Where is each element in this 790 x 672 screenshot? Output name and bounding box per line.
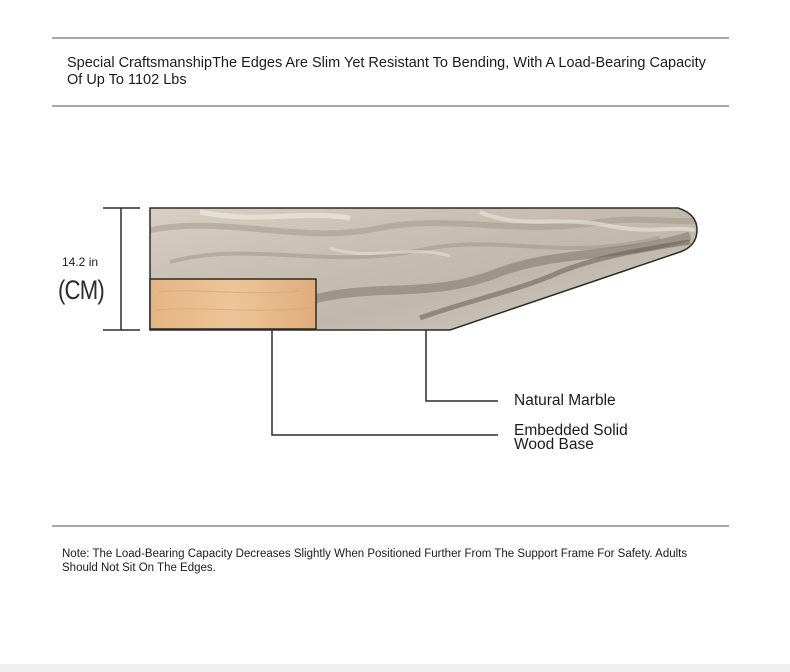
wood-base-label-line1: Embedded Solid xyxy=(514,422,628,439)
natural-marble-label: Natural Marble xyxy=(514,392,616,409)
page-title: Special CraftsmanshipThe Edges Are Slim Yet Resistant To Bending, With A Load-Bearing Capacity Of Up To 1102 Lbs xyxy=(67,55,706,88)
wood-base xyxy=(150,279,316,329)
bottom-strip xyxy=(0,664,790,672)
dimension-unit: (CM) xyxy=(58,275,104,305)
safety-note: Note: The Load-Bearing Capacity Decreases Slightly When Positioned Further From The Support Frame For Safety. Adults Should Not Sit On The Edges. xyxy=(62,548,688,574)
wood-base-label-line2: Wood Base xyxy=(514,436,594,453)
marble-leader-line xyxy=(426,330,498,401)
footer-divider xyxy=(52,525,729,527)
wood-leader-line xyxy=(272,330,498,435)
dimension-value: 14.2 in xyxy=(62,255,99,269)
height-dimension-bracket xyxy=(103,208,140,330)
